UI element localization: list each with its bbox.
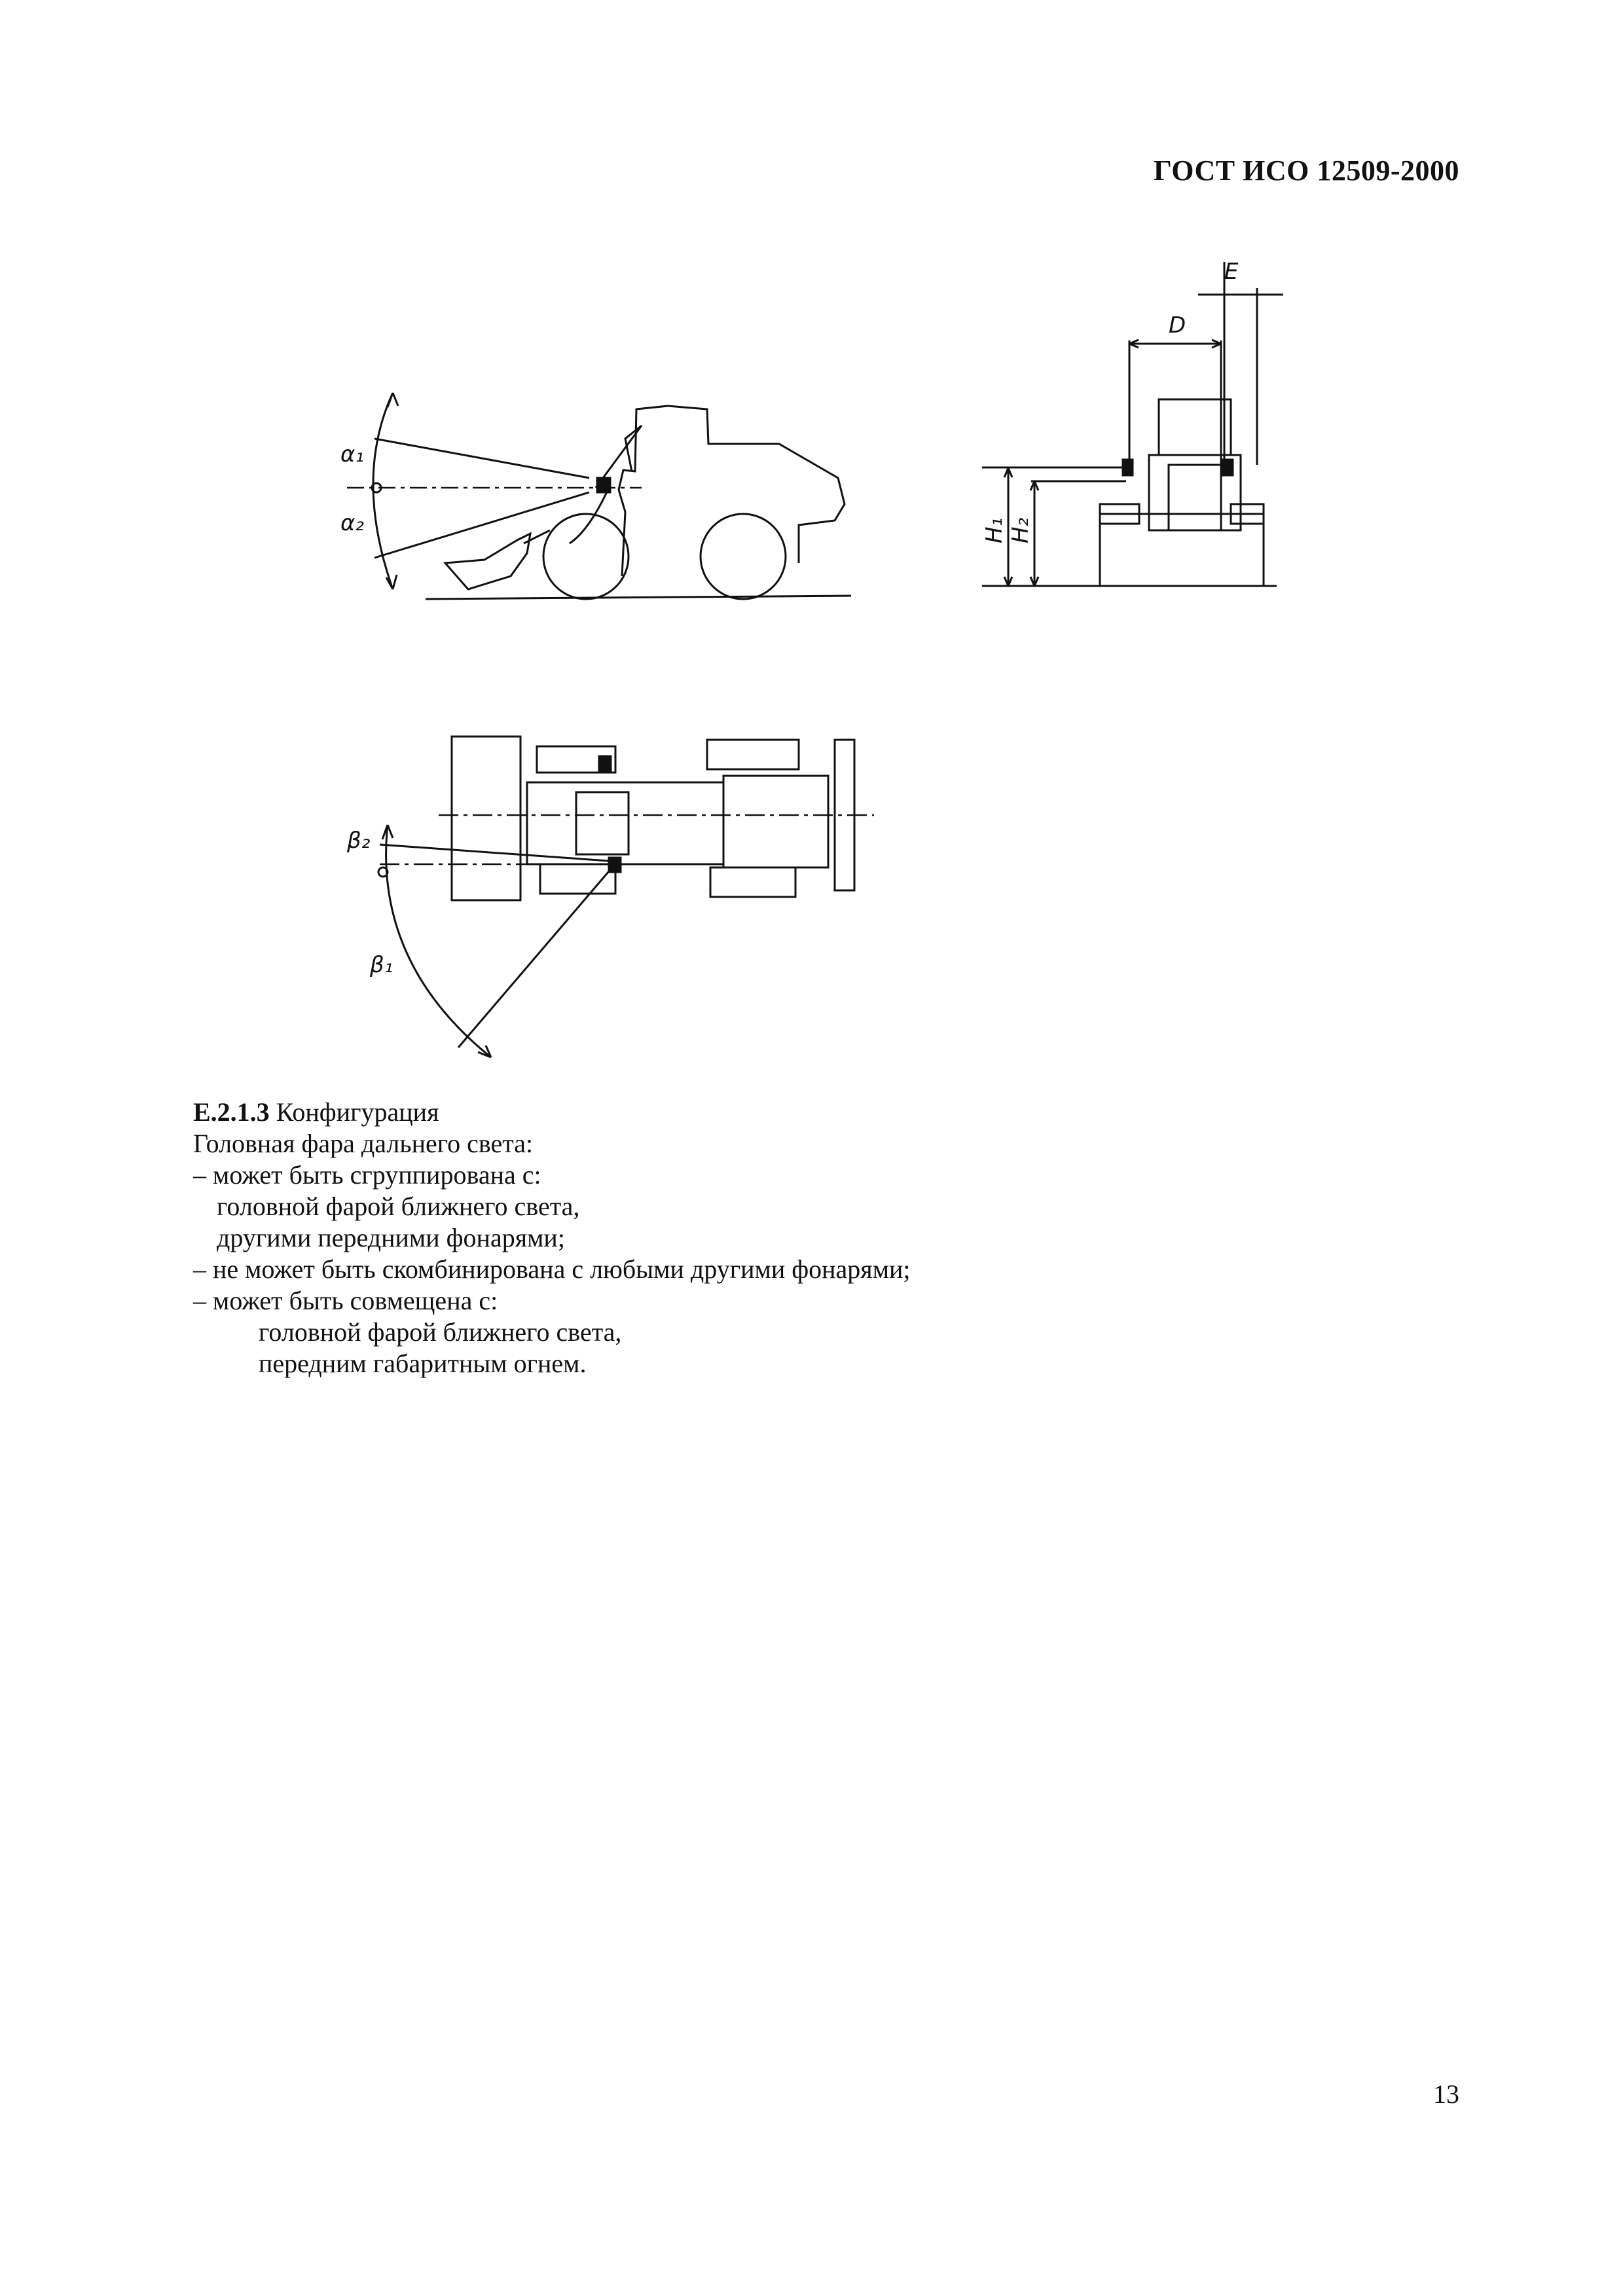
text-line: головной фарой ближнего света,: [217, 1192, 580, 1221]
side-view-figure: [327, 373, 871, 615]
bucket: [445, 534, 530, 589]
rear-right-wheel: [710, 867, 795, 897]
text-line: передним габаритным огнем.: [259, 1349, 587, 1378]
document-header: ГОСТ ИСО 12509-2000: [1153, 155, 1459, 187]
page-number: 13: [1433, 2079, 1459, 2109]
text-line: другими передними фонарями;: [217, 1223, 565, 1252]
text-line: головной фарой ближнего света,: [259, 1317, 622, 1347]
front-right-wheel: [540, 864, 615, 894]
beta-1-label: β₁: [370, 952, 393, 978]
loader-body: [619, 406, 845, 576]
text-line: – может быть сгруппирована с:: [193, 1160, 541, 1190]
rear-left-wheel: [707, 740, 799, 769]
d-label: D: [1169, 312, 1186, 338]
outer-ray: [458, 867, 612, 1048]
rear-wheel: [701, 514, 786, 599]
headlight: [597, 478, 610, 492]
beta-2-label: β₂: [347, 828, 371, 854]
e-label: E: [1224, 259, 1239, 285]
text-line: – может быть совмещена с:: [193, 1286, 498, 1315]
section-heading: [193, 1097, 911, 1128]
h2-label: H₂: [1008, 517, 1034, 543]
chassis: [527, 782, 723, 864]
ground-line: [426, 596, 851, 599]
bucket-outline: [452, 737, 520, 900]
right-headlight: [1223, 460, 1233, 475]
section-body: [193, 1097, 911, 1379]
section-number: Е.2.1.3: [193, 1097, 270, 1127]
h1-label: H₁: [981, 517, 1008, 543]
alpha-1-label: α₁: [340, 441, 365, 467]
text-line: Головная фара дальнего света:: [193, 1129, 534, 1158]
text-line: – не может быть скомбинирована с любыми другими фонарями;: [193, 1254, 911, 1284]
angle-arc: [373, 393, 393, 589]
top-view-figure: [340, 727, 884, 1061]
upper-ray: [374, 439, 589, 478]
left-headlight: [599, 756, 611, 771]
front-view-figure: [969, 255, 1322, 615]
alpha-2-label: α₂: [340, 510, 365, 536]
angle-arc: [386, 825, 491, 1057]
section-title: Конфигурация: [269, 1097, 439, 1127]
inner-ray: [380, 845, 609, 861]
